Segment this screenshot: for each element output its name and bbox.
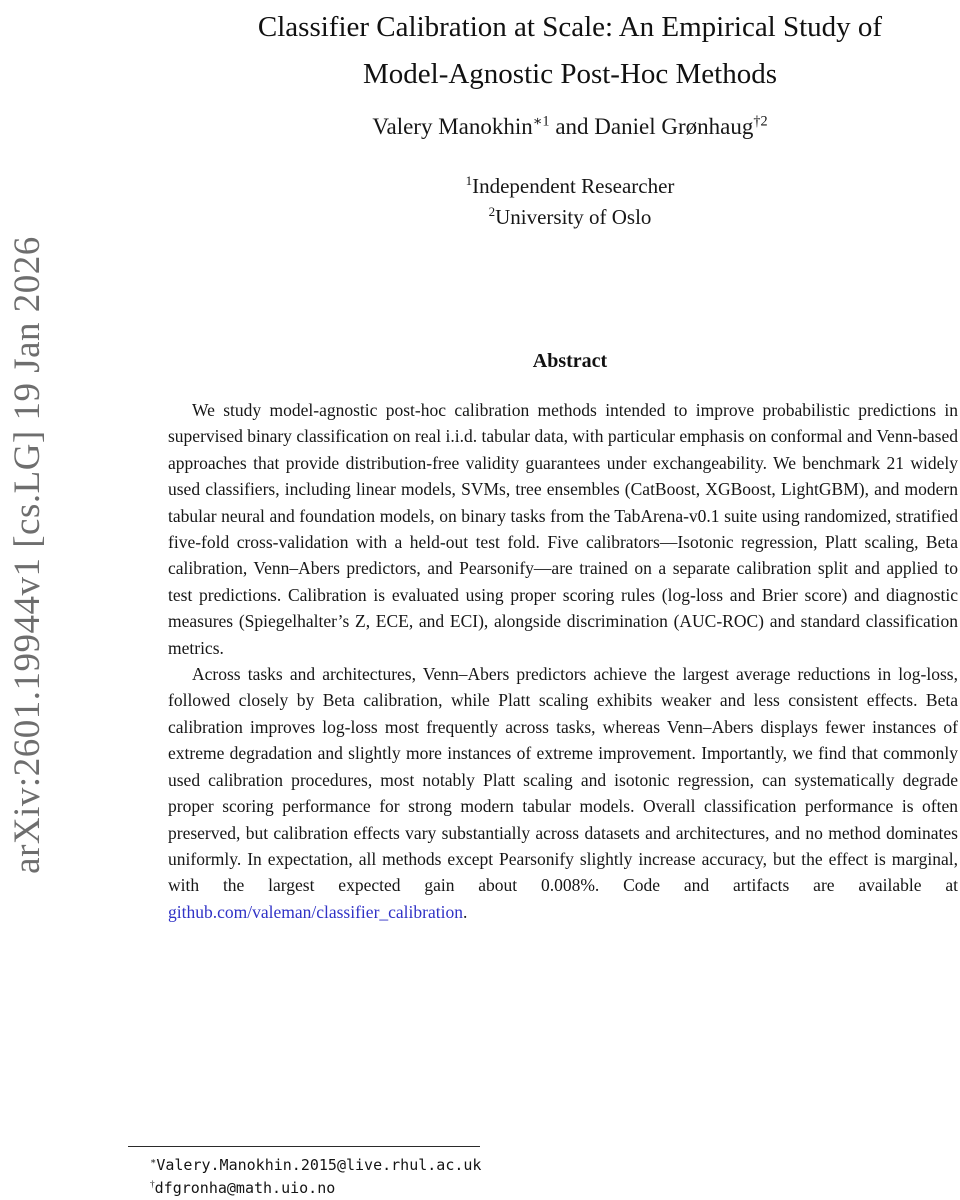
- footnotes: [128, 1146, 628, 1199]
- abstract-body: [168, 397, 958, 925]
- affiliation-2-sup: 2: [488, 204, 496, 219]
- affiliation-1: [180, 171, 960, 202]
- authors-separator: and: [549, 114, 595, 139]
- author-marker-1: ∗1: [532, 113, 550, 130]
- footnote-rule: [128, 1146, 480, 1147]
- paper-title: [180, 4, 960, 98]
- github-link[interactable]: github.com/valeman/classifier_calibration: [168, 901, 463, 922]
- footnote-1-email: Valery.Manokhin.2015@live.rhul.ac.uk: [156, 1156, 482, 1174]
- affiliations: [180, 171, 960, 233]
- author-name-1: Valery Manokhin: [372, 114, 533, 139]
- paper-title-line-1: Classifier Calibration at Scale: An Empirical Study of: [257, 11, 883, 43]
- affiliation-1-sup: 1: [465, 173, 473, 188]
- abstract-paragraph-2: [168, 661, 958, 925]
- footnote-2-email: dfgronha@math.uio.no: [154, 1178, 336, 1197]
- footnote-1-marker: ∗: [150, 1157, 157, 1167]
- footnote-2-marker: †: [150, 1179, 155, 1190]
- paper-title-line-2: Model-Agnostic Post-Hoc Methods: [362, 58, 778, 90]
- arxiv-banner: arXiv:2601.19944v1 [cs.LG] 19 Jan 2026: [7, 236, 48, 874]
- authors-line: [180, 114, 960, 140]
- footnote-2: [128, 1177, 628, 1200]
- author-marker-2: †2: [753, 113, 768, 130]
- abstract-heading: Abstract: [532, 350, 608, 372]
- affiliation-2: [180, 202, 960, 233]
- abstract-paragraph-1: We study model-agnostic post-hoc calibration methods intended to improve probabilistic predictions in supervised binary classification on real i.i.d. tabular data, with particular emphasis on conformal and Venn-based approaches that provide distribution-free validity guarantees under exchangeability. We benchmark 21 widely used classifiers, including linear models, SVMs, tree ensembles (CatBoost, XGBoost, LightGBM), and modern tabular neural and foundation models, on binary tasks from the TabArena-v0.1 suite using randomized, stratified five-fold cross-validation with a held-out test fold. Five calibrators—Isotonic regression, Platt scaling, Beta calibration, Venn–Abers predictors, and Pearsonify—are trained on a separate calibration split and applied to test predictions. Calibration is evaluated using proper scoring rules (log-loss and Brier score) and diagnostic measures (Spiegelhalter’s Z, ECE, and ECI), alongside discrimination (AUC-ROC) and standard classification metrics.: [168, 400, 958, 658]
- footnote-1: [128, 1154, 628, 1177]
- affiliation-2-name: University of Oslo: [495, 205, 652, 229]
- author-name-2: Daniel Grønhaug: [594, 114, 754, 139]
- abstract-paragraph-2-text: Across tasks and architectures, Venn–Abers predictors achieve the largest average reductions in log-loss, followed closely by Beta calibration, while Platt scaling exhibits weaker and less consistent effects. Beta calibration improves log-loss most frequently across tasks, whereas Venn–Abers displays fewer instances of extreme degradation and slightly more instances of extreme improvement. Importantly, we find that commonly used calibration procedures, most notably Platt scaling and isotonic regression, can systematically degrade proper scoring performance for strong modern tabular models. Overall classification performance is often preserved, but calibration effects vary substantially across datasets and architectures, and no method dominates uniformly. In expectation, all methods except Pearsonify slightly increase accuracy, but the effect is marginal, with the largest expected gain about 0.008%. Code and artifacts are available at: [168, 664, 958, 896]
- affiliation-1-name: Independent Researcher: [472, 174, 675, 198]
- abstract-paragraph-2-period: .: [462, 901, 468, 922]
